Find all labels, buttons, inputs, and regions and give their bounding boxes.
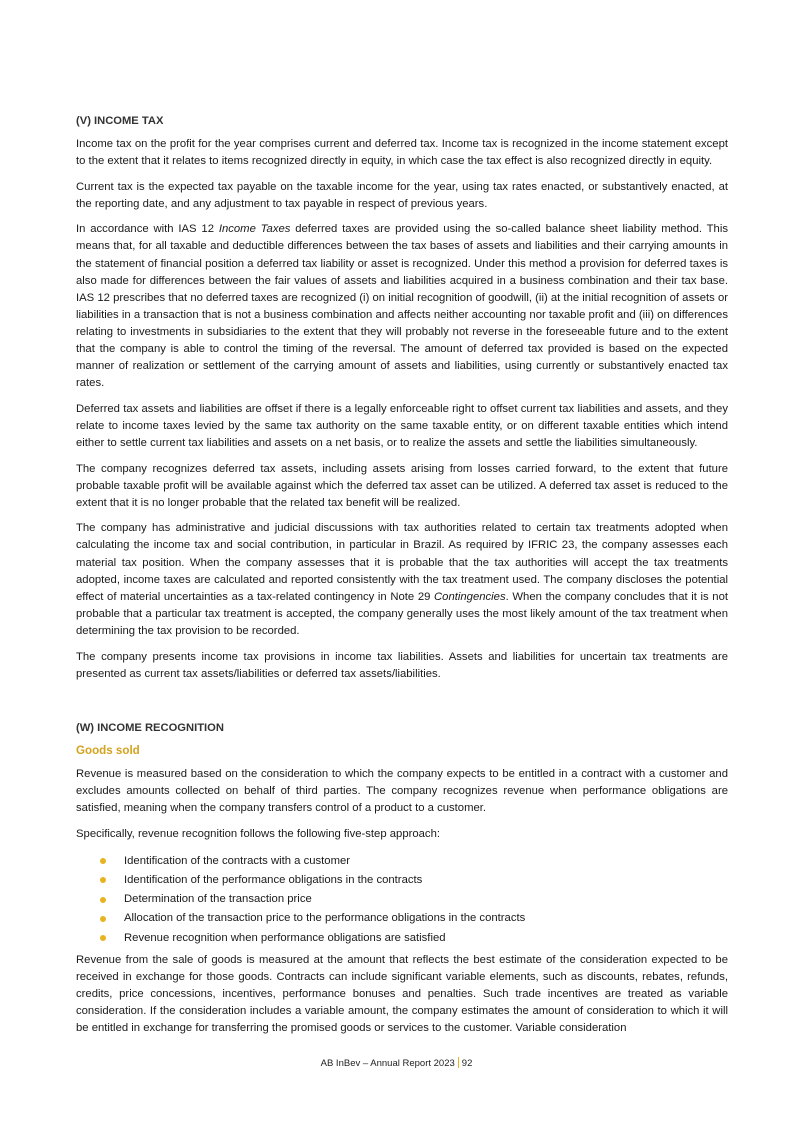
emphasis-ias12-title: Income Taxes	[218, 223, 291, 236]
five-step-list	[76, 852, 728, 948]
paragraph-text: The company has administrative and judicial discussions with tax authorities related to certain tax treatments adopted when calculating the income tax and social contribution, in particular in Brazil. As required by IFRIC 23, the company assesses each material tax position. When the company assesses that it is probable that the tax authorities will accept the tax treatments adopted, income taxes are calculated and reported consistently with the tax treatment used. The company discloses the potential effect of material uncertainties as a tax-related contingency in Note 29	[76, 522, 728, 603]
list-item-text: Identification of the performance obligations in the contracts	[124, 873, 423, 886]
section-heading-income-tax: (V) INCOME TAX	[76, 115, 164, 127]
list-item-text: Allocation of the transaction price to the performance obligations in the contracts	[124, 912, 526, 925]
bullet-icon	[100, 897, 106, 903]
list-item	[76, 852, 728, 871]
page-body	[76, 113, 728, 1046]
list-item	[76, 929, 728, 948]
footer-report-title: AB InBev – Annual Report 2023	[320, 1058, 455, 1069]
list-item	[76, 890, 728, 909]
paragraph	[76, 520, 728, 640]
bullet-icon	[100, 858, 106, 864]
list-item-text: Identification of the contracts with a customer	[124, 854, 351, 867]
list-item-text: Determination of the transaction price	[124, 893, 312, 906]
paragraph: The company presents income tax provisions in income tax liabilities. Assets and liabilities for uncertain tax treatments are presented as current tax assets/liabilities or deferred tax assets/liabilities.	[76, 650, 728, 680]
subheading-goods-sold: Goods sold	[76, 744, 140, 758]
list-item	[76, 871, 728, 890]
paragraph: Revenue from the sale of goods is measured at the amount that reflects the best estimate of the consideration expected to be received in exchange for those goods. Contracts can include significant variable elements, such as discounts, rebates, refunds, credits, price concessions, incentives, performance bonuses and penalties. Such trade incentives are treated as variable consideration. If the consideration includes a variable amount, the company estimates the amount of consideration to which it will be entitled in exchange for transferring the promised goods or services to the customer. Variable consideration	[76, 954, 728, 1035]
paragraph: Current tax is the expected tax payable on the taxable income for the year, using tax rates enacted, or substantively enacted, at the reporting date, and any adjustment to tax payable in respect of previous years.	[76, 180, 728, 210]
paragraph-text: . When the company concludes that it is not probable that a particular tax treatment is accepted, the company generally uses the most likely amount of the tax treatment when determining the tax provision to be recorded.	[76, 590, 728, 637]
paragraph: The company recognizes deferred tax assets, including assets arising from losses carried forward, to the extent that future probable taxable profit will be available against which the deferred tax asset can be utilized. A deferred tax asset is reduced to the extent that it is no longer probable that the related tax benefit will be realized.	[76, 462, 728, 509]
paragraph: Revenue is measured based on the consideration to which the company expects to be entitled in a contract with a customer and excludes amounts collected on behalf of third parties. The company recognizes revenue when performance obligations are satisfied, meaning when the company transfers control of a product to a customer.	[76, 768, 728, 815]
footer-separator	[458, 1057, 459, 1068]
bullet-icon	[100, 877, 106, 883]
page-footer	[0, 1057, 793, 1069]
section-spacer	[76, 691, 728, 720]
paragraph-text: deferred taxes are provided using the so-called balance sheet liability method. This means that, for all taxable and deductible differences between the tax bases of assets and liabilities and their carrying amounts in the statement of financial position a deferred tax liability or asset is recognized. Under this method a provision for deferred taxes is also made for differences between the fair values of assets and liabilities acquired in a business combination and their tax base. IAS 12 prescribes that no deferred taxes are recognized (i) on initial recognition of goodwill, (ii) at the initial recognition of assets or liabilities in a transaction that is not a business combination and affects neither accounting nor taxable profit and (iii) on differences relating to investments in subsidiaries to the extent that they will probably not reverse in the foreseeable future and to the extent that the company is able to control the timing of the reversal. The amount of deferred tax provided is based on the expected manner of realization or settlement of the carrying amount of assets and liabilities, using currently or substantively enacted tax rates.	[76, 223, 728, 390]
section-heading-income-recognition: (W) INCOME RECOGNITION	[76, 722, 224, 735]
list-item-text: Revenue recognition when performance obligations are satisfied	[124, 931, 446, 944]
paragraph: Income tax on the profit for the year comprises current and deferred tax. Income tax is recognized in the income statement except to the extent that it relates to items recognized directly in equity, in which case the tax effect is also recognized directly in equity.	[76, 138, 728, 168]
paragraph: Specifically, revenue recognition follows the following five-step approach:	[76, 828, 440, 840]
bullet-icon	[100, 916, 106, 922]
paragraph-text: In accordance with IAS 12	[76, 223, 219, 236]
list-item	[76, 909, 728, 928]
paragraph: Deferred tax assets and liabilities are offset if there is a legally enforceable right to offset current tax liabilities and assets, and they relate to income taxes levied by the same tax authority on the same taxable entity, or on different taxable entities which intend either to settle current tax liabilities and assets on a net basis, or to realize the assets and settle the liabilities simultaneously.	[76, 402, 728, 449]
paragraph	[76, 221, 728, 392]
bullet-icon	[100, 935, 106, 941]
page-number: 92	[461, 1058, 473, 1069]
emphasis-contingencies: Contingencies	[434, 590, 506, 603]
